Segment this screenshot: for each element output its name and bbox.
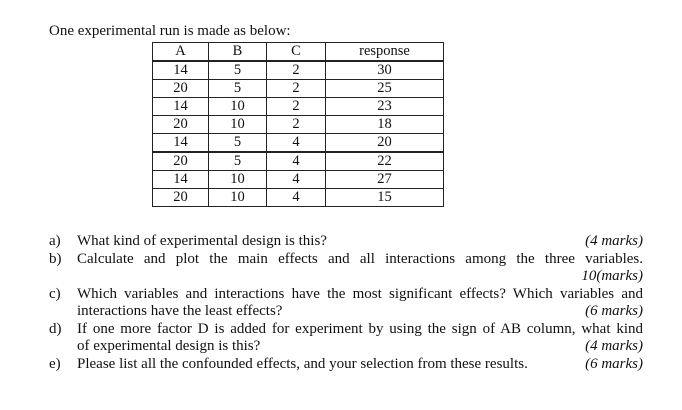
- cell-b: 10: [209, 98, 267, 116]
- cell-c: 2: [267, 80, 326, 98]
- header-response: response: [326, 43, 444, 62]
- cell-b: 5: [209, 61, 267, 80]
- cell-response: 30: [326, 61, 444, 80]
- question-d: [49, 321, 643, 356]
- table-row: [153, 61, 444, 80]
- header-a: A: [153, 43, 209, 62]
- cell-a: 14: [153, 171, 209, 189]
- question-text-cont: interactions have the least effects?: [77, 303, 283, 319]
- question-label: e): [49, 355, 61, 372]
- cell-c: 2: [267, 61, 326, 80]
- question-text: If one more factor D is added for experiment by using the sign of AB column, what kind: [77, 320, 643, 337]
- question-text-cont: of experimental design is this?: [77, 338, 261, 354]
- intro-text: One experimental run is made as below:: [49, 23, 291, 39]
- question-c: [49, 286, 643, 321]
- question-text: What kind of experimental design is this?: [77, 233, 327, 249]
- question-text: Calculate and plot the main effects and all interactions among the three variables.: [77, 250, 643, 267]
- table-row: [153, 171, 444, 189]
- table-header-row: [153, 43, 444, 62]
- cell-b: 5: [209, 134, 267, 153]
- cell-response: 23: [326, 98, 444, 116]
- cell-a: 20: [153, 80, 209, 98]
- cell-response: 15: [326, 189, 444, 207]
- question-e: [49, 356, 643, 374]
- cell-a: 20: [153, 116, 209, 134]
- table-row: [153, 134, 444, 153]
- table-row: [153, 80, 444, 98]
- question-text: Which variables and interactions have the most significant effects? Which variables and: [77, 285, 643, 302]
- cell-c: 4: [267, 134, 326, 153]
- cell-b: 10: [209, 189, 267, 207]
- cell-response: 22: [326, 152, 444, 171]
- cell-response: 27: [326, 171, 444, 189]
- cell-b: 5: [209, 80, 267, 98]
- question-label: b): [49, 250, 62, 267]
- cell-response: 20: [326, 134, 444, 153]
- question-marks: (6 marks): [585, 355, 643, 372]
- cell-a: 14: [153, 61, 209, 80]
- header-c: C: [267, 43, 326, 62]
- cell-a: 20: [153, 152, 209, 171]
- cell-a: 14: [153, 98, 209, 116]
- experiment-table: [152, 42, 444, 207]
- question-marks: (4 marks): [585, 338, 643, 354]
- table-row: [153, 152, 444, 171]
- header-b: B: [209, 43, 267, 62]
- table-row: [153, 189, 444, 207]
- cell-c: 2: [267, 116, 326, 134]
- cell-a: 20: [153, 189, 209, 207]
- cell-response: 18: [326, 116, 444, 134]
- cell-a: 14: [153, 134, 209, 153]
- question-label: a): [49, 233, 61, 249]
- cell-b: 5: [209, 152, 267, 171]
- question-label: d): [49, 320, 62, 337]
- question-marks: (4 marks): [585, 233, 643, 249]
- table-row: [153, 98, 444, 116]
- question-marks: (6 marks): [585, 303, 643, 319]
- cell-b: 10: [209, 171, 267, 189]
- cell-c: 4: [267, 152, 326, 171]
- cell-c: 2: [267, 98, 326, 116]
- question-b: [49, 251, 643, 286]
- question-label: c): [49, 285, 61, 302]
- question-marks: 10(marks): [581, 268, 643, 284]
- question-a: [49, 233, 643, 251]
- cell-b: 10: [209, 116, 267, 134]
- cell-response: 25: [326, 80, 444, 98]
- question-text: Please list all the confounded effects, and your selection from these results.: [77, 355, 528, 372]
- table-row: [153, 116, 444, 134]
- question-list: [49, 233, 643, 373]
- cell-c: 4: [267, 171, 326, 189]
- cell-c: 4: [267, 189, 326, 207]
